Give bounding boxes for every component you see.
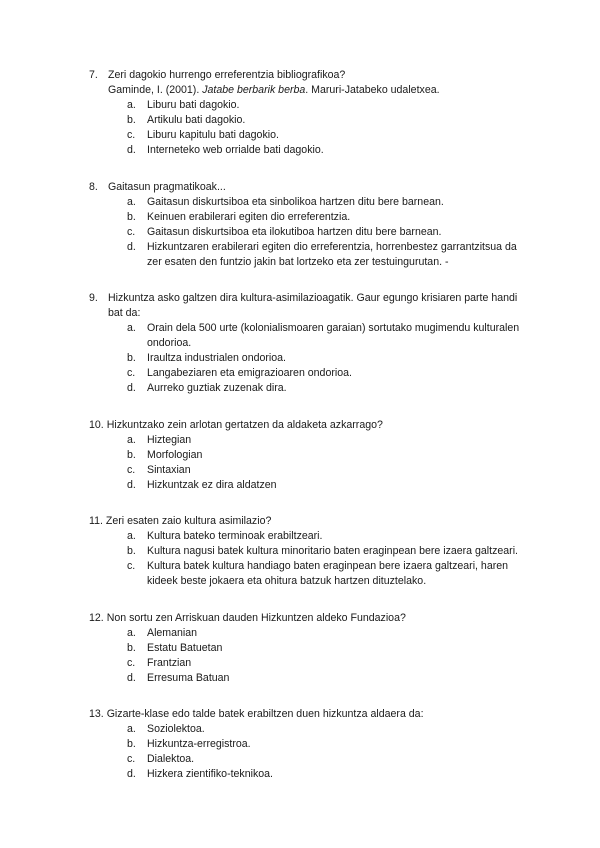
options-list (89, 529, 529, 589)
option-b: b. Kultura nagusi batek kultura minoritario baten eraginpean bere izaera galtzeari. (127, 545, 519, 557)
option-a: a. Kultura bateko terminoak erabiltzeari. (127, 530, 323, 542)
option-c: c. Langabeziaren eta emigrazioaren ondorioa. (127, 367, 352, 379)
options-list (89, 433, 529, 493)
question-number: 8. (89, 180, 98, 193)
question-8 (89, 180, 529, 270)
option-a: a. Gaitasun diskurtsiboa eta sinbolikoa hartzen ditu bere barnean. (127, 195, 444, 208)
question-9 (89, 291, 529, 396)
options-list (89, 98, 529, 158)
option-a: a. Orain dela 500 urte (kolonialismoaren garaian) sortutako mugimendu kulturalen ondorioa. (127, 322, 520, 349)
question-10 (89, 418, 529, 493)
option-b: b. Keinuen erabilerari egiten dio erreferentzia. (127, 210, 351, 223)
options-list (89, 722, 529, 782)
question-number: 10. (89, 418, 104, 431)
question-text: Hizkuntza asko galtzen dira kultura-asimilazioagatik. Gaur egungo krisiaren parte handi bat da: (108, 292, 518, 319)
question-text: Non sortu zen Arriskuan dauden Hizkuntzen aldeko Fundazioa? (106, 611, 406, 624)
option-b: b. Iraultza industrialen ondorioa. (127, 352, 286, 364)
option-c: c. Dialektoa. (127, 753, 195, 765)
question-11 (89, 514, 529, 589)
option-c: c. Frantzian (127, 656, 192, 669)
option-a: a. Soziolektoa. (127, 723, 205, 735)
question-text: Hizkuntzako zein arlotan gertatzen da aldaketa azkarrago? (106, 418, 383, 431)
option-d: d. Hizkuntzaren erabilerari egiten dio erreferentzia, horrenbestez garrantzitsua da zer esaten den funtzio jakin bat lortzeko eta zer testuingurutan. - (127, 240, 517, 268)
question-text: Zeri esaten zaio kultura asimilazio? (105, 515, 272, 527)
option-c: c. Kultura batek kultura handiago baten eraginpean bere izaera galtzeari, haren kideek beste jokaera eta ohitura batzuk hartzen dituztelako. (127, 560, 509, 587)
option-c: c. Sintaxian (127, 463, 191, 476)
option-b: b. Morfologian (127, 448, 203, 461)
citation-publisher: . Maruri-Jatabeko udaletxea. (305, 84, 440, 96)
option-d: d. Hizkera zientifiko-teknikoa. (127, 768, 273, 780)
question-number: 13. (89, 708, 104, 720)
option-d: d. Aurreko guztiak zuzenak dira. (127, 382, 287, 394)
question-number: 7. (89, 69, 98, 81)
option-d: d. Hizkuntzak ez dira aldatzen (127, 478, 277, 491)
question-12 (89, 611, 529, 686)
option-b: b. Artikulu bati dagokio. (127, 114, 246, 126)
option-a: a. Alemanian (127, 626, 198, 639)
option-a: a. Hiztegian (127, 433, 192, 446)
options-list (89, 321, 529, 396)
question-text: Zeri dagokio hurrengo erreferentzia bibliografikoa? (108, 69, 346, 81)
option-d: d. Erresuma Batuan (127, 671, 230, 684)
question-number: 9. (89, 292, 98, 304)
citation-title: Jatabe berbarik berba (202, 84, 306, 96)
options-list (89, 626, 529, 686)
option-c: c. Liburu kapitulu bati dagokio. (127, 129, 279, 141)
options-list (89, 195, 529, 270)
question-number: 11. (89, 515, 103, 527)
option-b: b. Estatu Batuetan (127, 641, 223, 654)
question-7 (89, 68, 529, 158)
option-d: d. Interneteko web orrialde bati dagokio. (127, 144, 324, 156)
question-text: Gaitasun pragmatikoak... (108, 180, 226, 193)
option-c: c. Gaitasun diskurtsiboa eta ilokutiboa hartzen ditu bere barnean. (127, 225, 442, 238)
citation (89, 83, 529, 98)
question-number: 12. (89, 611, 104, 624)
option-a: a. Liburu bati dagokio. (127, 99, 240, 111)
citation-author: Gaminde, I. (2001). (108, 84, 203, 96)
question-text: Gizarte-klase edo talde batek erabiltzen duen hizkuntza aldaera da: (106, 708, 424, 720)
question-13 (89, 707, 529, 782)
option-b: b. Hizkuntza-erregistroa. (127, 738, 251, 750)
